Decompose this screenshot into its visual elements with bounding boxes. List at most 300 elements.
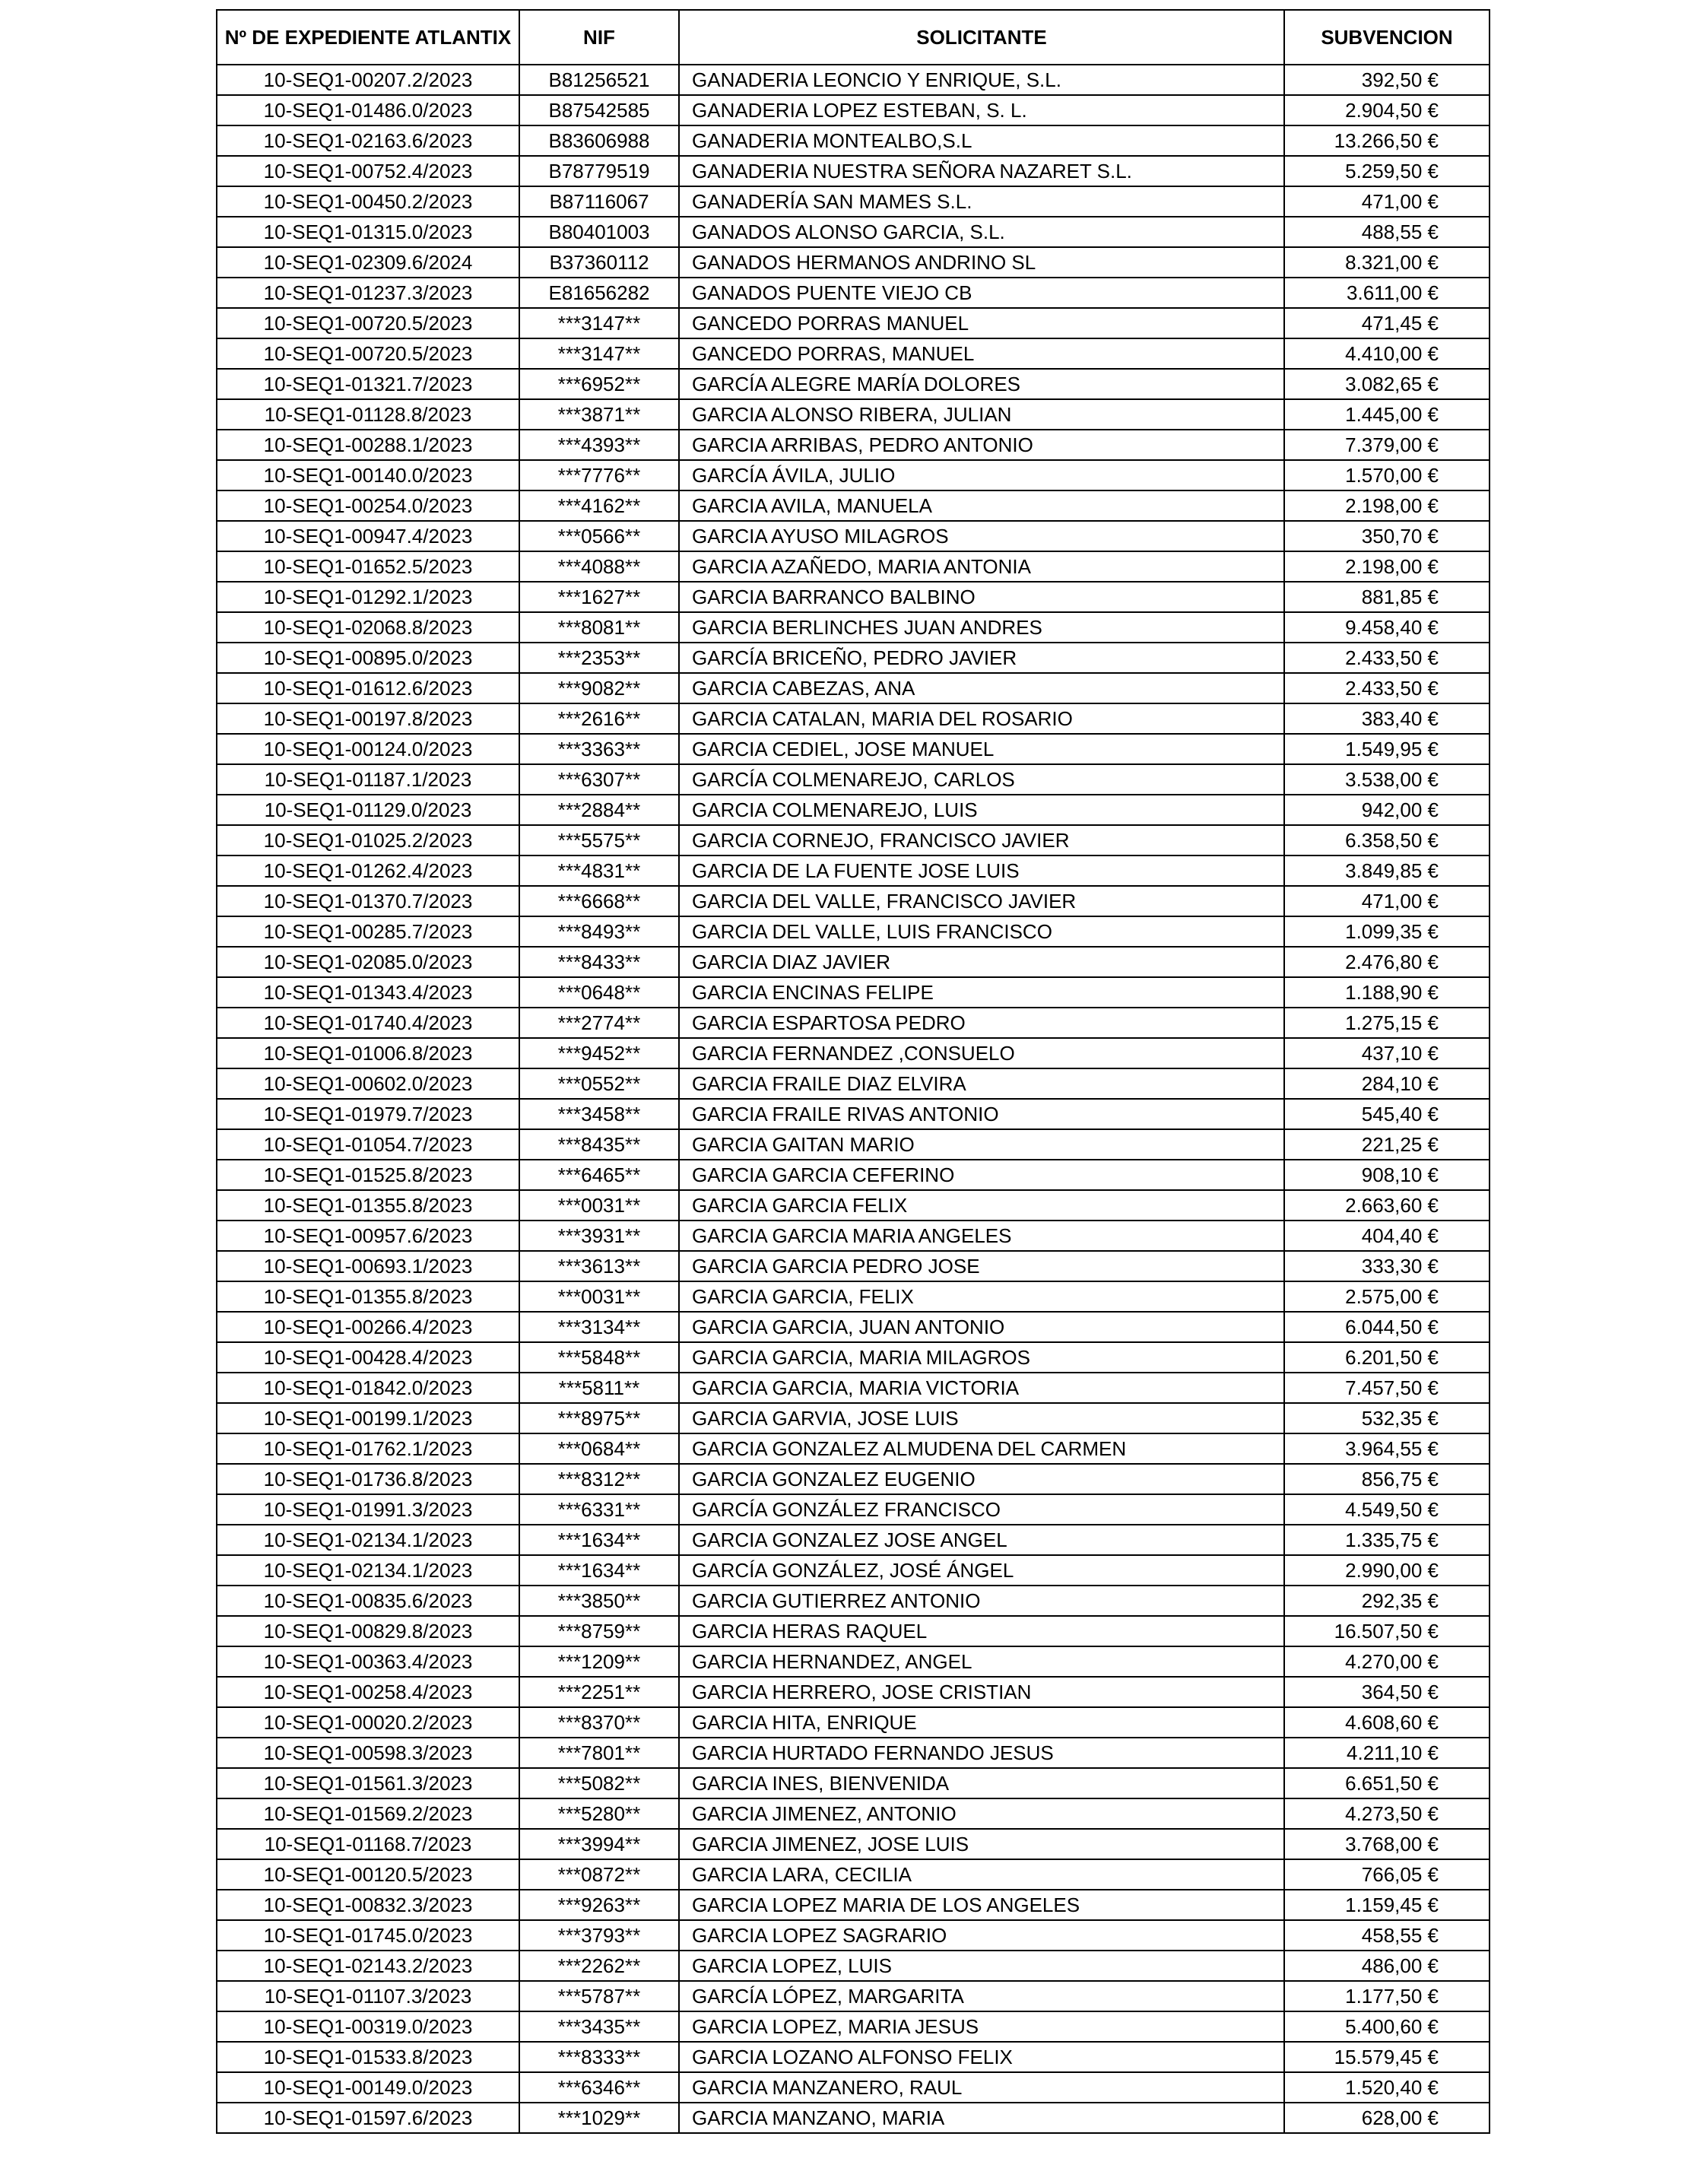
cell-expediente: 10-SEQ1-01292.1/2023 — [217, 582, 519, 612]
cell-expediente: 10-SEQ1-00720.5/2023 — [217, 308, 519, 338]
table-row — [217, 1160, 1490, 1190]
cell-nif: ***2251** — [519, 1677, 679, 1707]
cell-nif: B37360112 — [519, 247, 679, 278]
cell-solicitante: GARCIA CATALAN, MARIA DEL ROSARIO — [679, 703, 1284, 734]
cell-solicitante: GARCIA HERRERO, JOSE CRISTIAN — [679, 1677, 1284, 1707]
cell-nif: ***6668** — [519, 886, 679, 916]
cell-solicitante: GARCIA COLMENAREJO, LUIS — [679, 795, 1284, 825]
cell-expediente: 10-SEQ1-01979.7/2023 — [217, 1099, 519, 1129]
cell-subvencion: 1.335,75 € — [1284, 1525, 1490, 1555]
table-row — [217, 764, 1490, 795]
cell-solicitante: GARCIA GONZALEZ ALMUDENA DEL CARMEN — [679, 1433, 1284, 1464]
cell-solicitante: GARCIA HERNANDEZ, ANGEL — [679, 1646, 1284, 1677]
cell-expediente: 10-SEQ1-01107.3/2023 — [217, 1981, 519, 2011]
cell-nif: ***1209** — [519, 1646, 679, 1677]
table-row — [217, 703, 1490, 734]
table-row — [217, 247, 1490, 278]
cell-solicitante: GARCIA INES, BIENVENIDA — [679, 1768, 1284, 1798]
table-row — [217, 1464, 1490, 1494]
cell-subvencion: 5.400,60 € — [1284, 2011, 1490, 2042]
cell-expediente: 10-SEQ1-00120.5/2023 — [217, 1859, 519, 1890]
cell-subvencion: 292,35 € — [1284, 1586, 1490, 1616]
cell-subvencion: 6.651,50 € — [1284, 1768, 1490, 1798]
cell-nif: ***8493** — [519, 916, 679, 947]
cell-solicitante: GARCIA GARCIA, JUAN ANTONIO — [679, 1312, 1284, 1342]
cell-expediente: 10-SEQ1-01561.3/2023 — [217, 1768, 519, 1798]
table-row — [217, 1707, 1490, 1738]
cell-nif: ***5575** — [519, 825, 679, 856]
cell-expediente: 10-SEQ1-00602.0/2023 — [217, 1068, 519, 1099]
cell-expediente: 10-SEQ1-01762.1/2023 — [217, 1433, 519, 1464]
cell-solicitante: GARCIA BERLINCHES JUAN ANDRES — [679, 612, 1284, 643]
cell-nif: ***6465** — [519, 1160, 679, 1190]
cell-subvencion: 3.611,00 € — [1284, 278, 1490, 308]
cell-expediente: 10-SEQ1-01025.2/2023 — [217, 825, 519, 856]
cell-nif: ***6307** — [519, 764, 679, 795]
cell-solicitante: GARCIA LOPEZ, LUIS — [679, 1951, 1284, 1981]
table-row — [217, 886, 1490, 916]
cell-expediente: 10-SEQ1-00254.0/2023 — [217, 490, 519, 521]
cell-expediente: 10-SEQ1-02143.2/2023 — [217, 1951, 519, 1981]
cell-nif: ***4393** — [519, 430, 679, 460]
table-row — [217, 278, 1490, 308]
cell-expediente: 10-SEQ1-00835.6/2023 — [217, 1586, 519, 1616]
table-row — [217, 1403, 1490, 1433]
cell-solicitante: GARCIA AYUSO MILAGROS — [679, 521, 1284, 551]
cell-nif: B87542585 — [519, 95, 679, 125]
cell-expediente: 10-SEQ1-00288.1/2023 — [217, 430, 519, 460]
cell-nif: ***6952** — [519, 369, 679, 399]
cell-nif: ***9082** — [519, 673, 679, 703]
table-row — [217, 1068, 1490, 1099]
table-row — [217, 977, 1490, 1008]
cell-solicitante: GARCIA DE LA FUENTE JOSE LUIS — [679, 856, 1284, 886]
cell-nif: ***1029** — [519, 2103, 679, 2133]
cell-subvencion: 471,00 € — [1284, 186, 1490, 217]
table-row — [217, 1342, 1490, 1373]
cell-solicitante: GARCIA GONZALEZ JOSE ANGEL — [679, 1525, 1284, 1555]
cell-nif: ***5848** — [519, 1342, 679, 1373]
table-row — [217, 734, 1490, 764]
cell-subvencion: 437,10 € — [1284, 1038, 1490, 1068]
cell-expediente: 10-SEQ1-00197.8/2023 — [217, 703, 519, 734]
cell-solicitante: GARCIA CORNEJO, FRANCISCO JAVIER — [679, 825, 1284, 856]
cell-expediente: 10-SEQ1-00947.4/2023 — [217, 521, 519, 551]
cell-solicitante: GARCIA MANZANERO, RAUL — [679, 2072, 1284, 2103]
cell-solicitante: GARCIA LOPEZ SAGRARIO — [679, 1920, 1284, 1951]
cell-expediente: 10-SEQ1-01736.8/2023 — [217, 1464, 519, 1494]
table-row — [217, 308, 1490, 338]
cell-subvencion: 404,40 € — [1284, 1221, 1490, 1251]
cell-subvencion: 2.575,00 € — [1284, 1281, 1490, 1312]
cell-nif: ***0552** — [519, 1068, 679, 1099]
cell-nif: ***5280** — [519, 1798, 679, 1829]
cell-subvencion: 6.201,50 € — [1284, 1342, 1490, 1373]
cell-solicitante: GARCIA DIAZ JAVIER — [679, 947, 1284, 977]
cell-subvencion: 2.433,50 € — [1284, 673, 1490, 703]
table-row — [217, 1312, 1490, 1342]
table-row — [217, 521, 1490, 551]
cell-nif: ***5082** — [519, 1768, 679, 1798]
cell-solicitante: GARCIA GARCIA, FELIX — [679, 1281, 1284, 1312]
cell-solicitante: GARCIA GAITAN MARIO — [679, 1129, 1284, 1160]
table-row — [217, 1008, 1490, 1038]
table-row — [217, 217, 1490, 247]
cell-solicitante: GARCIA MANZANO, MARIA — [679, 2103, 1284, 2133]
table-row — [217, 1433, 1490, 1464]
cell-nif: ***8759** — [519, 1616, 679, 1646]
cell-solicitante: GANADERIA NUESTRA SEÑORA NAZARET S.L. — [679, 156, 1284, 186]
subsidy-table — [216, 9, 1490, 2134]
table-row — [217, 2072, 1490, 2103]
cell-expediente: 10-SEQ1-01321.7/2023 — [217, 369, 519, 399]
cell-solicitante: GARCIA GARCIA CEFERINO — [679, 1160, 1284, 1190]
cell-solicitante: GARCÍA ÁVILA, JULIO — [679, 460, 1284, 490]
cell-subvencion: 942,00 € — [1284, 795, 1490, 825]
cell-expediente: 10-SEQ1-01569.2/2023 — [217, 1798, 519, 1829]
cell-solicitante: GARCIA LOPEZ, MARIA JESUS — [679, 2011, 1284, 2042]
cell-solicitante: GARCIA CABEZAS, ANA — [679, 673, 1284, 703]
cell-subvencion: 7.457,50 € — [1284, 1373, 1490, 1403]
cell-expediente: 10-SEQ1-01597.6/2023 — [217, 2103, 519, 2133]
cell-subvencion: 471,45 € — [1284, 308, 1490, 338]
cell-expediente: 10-SEQ1-01128.8/2023 — [217, 399, 519, 430]
table-row — [217, 186, 1490, 217]
header-solicitante: SOLICITANTE — [679, 10, 1284, 65]
table-row — [217, 1494, 1490, 1525]
cell-subvencion: 2.476,80 € — [1284, 947, 1490, 977]
table-row — [217, 95, 1490, 125]
cell-solicitante: GANADOS PUENTE VIEJO CB — [679, 278, 1284, 308]
cell-nif: ***2353** — [519, 643, 679, 673]
cell-subvencion: 1.159,45 € — [1284, 1890, 1490, 1920]
table-row — [217, 582, 1490, 612]
cell-nif: ***3134** — [519, 1312, 679, 1342]
cell-subvencion: 364,50 € — [1284, 1677, 1490, 1707]
cell-subvencion: 881,85 € — [1284, 582, 1490, 612]
cell-expediente: 10-SEQ1-01237.3/2023 — [217, 278, 519, 308]
cell-nif: ***5787** — [519, 1981, 679, 2011]
cell-solicitante: GANADERIA MONTEALBO,S.L — [679, 125, 1284, 156]
cell-nif: ***9452** — [519, 1038, 679, 1068]
cell-subvencion: 532,35 € — [1284, 1403, 1490, 1433]
table-row — [217, 1129, 1490, 1160]
cell-solicitante: GARCIA GARVIA, JOSE LUIS — [679, 1403, 1284, 1433]
table-row — [217, 1768, 1490, 1798]
cell-nif: ***6346** — [519, 2072, 679, 2103]
cell-subvencion: 333,30 € — [1284, 1251, 1490, 1281]
cell-subvencion: 3.538,00 € — [1284, 764, 1490, 795]
table-row — [217, 460, 1490, 490]
cell-subvencion: 392,50 € — [1284, 65, 1490, 95]
cell-nif: ***3931** — [519, 1221, 679, 1251]
cell-subvencion: 4.410,00 € — [1284, 338, 1490, 369]
cell-nif: ***3147** — [519, 338, 679, 369]
table-row — [217, 1373, 1490, 1403]
cell-solicitante: GARCIA LARA, CECILIA — [679, 1859, 1284, 1890]
table-row — [217, 156, 1490, 186]
cell-solicitante: GARCÍA GONZÁLEZ, JOSÉ ÁNGEL — [679, 1555, 1284, 1586]
table-row — [217, 947, 1490, 977]
cell-expediente: 10-SEQ1-02134.1/2023 — [217, 1555, 519, 1586]
cell-expediente: 10-SEQ1-01129.0/2023 — [217, 795, 519, 825]
cell-subvencion: 3.082,65 € — [1284, 369, 1490, 399]
cell-subvencion: 7.379,00 € — [1284, 430, 1490, 460]
cell-nif: ***3871** — [519, 399, 679, 430]
cell-expediente: 10-SEQ1-02068.8/2023 — [217, 612, 519, 643]
cell-expediente: 10-SEQ1-01612.6/2023 — [217, 673, 519, 703]
cell-subvencion: 458,55 € — [1284, 1920, 1490, 1951]
cell-expediente: 10-SEQ1-02134.1/2023 — [217, 1525, 519, 1555]
cell-expediente: 10-SEQ1-00199.1/2023 — [217, 1403, 519, 1433]
cell-expediente: 10-SEQ1-01054.7/2023 — [217, 1129, 519, 1160]
cell-subvencion: 3.768,00 € — [1284, 1829, 1490, 1859]
cell-nif: ***3994** — [519, 1829, 679, 1859]
table-row — [217, 1555, 1490, 1586]
header-subvencion: SUBVENCION — [1284, 10, 1490, 65]
cell-expediente: 10-SEQ1-01168.7/2023 — [217, 1829, 519, 1859]
cell-solicitante: GARCIA HURTADO FERNANDO JESUS — [679, 1738, 1284, 1768]
cell-subvencion: 9.458,40 € — [1284, 612, 1490, 643]
cell-expediente: 10-SEQ1-00258.4/2023 — [217, 1677, 519, 1707]
cell-solicitante: GARCIA GARCIA FELIX — [679, 1190, 1284, 1221]
table-row — [217, 1890, 1490, 1920]
cell-nif: ***8081** — [519, 612, 679, 643]
cell-expediente: 10-SEQ1-01315.0/2023 — [217, 217, 519, 247]
table-row — [217, 1251, 1490, 1281]
cell-solicitante: GARCIA ARRIBAS, PEDRO ANTONIO — [679, 430, 1284, 460]
cell-nif: ***8975** — [519, 1403, 679, 1433]
table-row — [217, 1951, 1490, 1981]
cell-nif: ***3613** — [519, 1251, 679, 1281]
cell-solicitante: GARCÍA LÓPEZ, MARGARITA — [679, 1981, 1284, 2011]
cell-nif: ***8433** — [519, 947, 679, 977]
cell-solicitante: GARCIA FRAILE RIVAS ANTONIO — [679, 1099, 1284, 1129]
cell-expediente: 10-SEQ1-01745.0/2023 — [217, 1920, 519, 1951]
cell-expediente: 10-SEQ1-00207.2/2023 — [217, 65, 519, 95]
cell-expediente: 10-SEQ1-00140.0/2023 — [217, 460, 519, 490]
cell-solicitante: GARCIA GUTIERREZ ANTONIO — [679, 1586, 1284, 1616]
cell-subvencion: 350,70 € — [1284, 521, 1490, 551]
cell-nif: ***0031** — [519, 1190, 679, 1221]
cell-subvencion: 6.044,50 € — [1284, 1312, 1490, 1342]
table-row — [217, 1859, 1490, 1890]
cell-subvencion: 1.445,00 € — [1284, 399, 1490, 430]
table-row — [217, 1738, 1490, 1768]
cell-subvencion: 2.663,60 € — [1284, 1190, 1490, 1221]
cell-expediente: 10-SEQ1-01740.4/2023 — [217, 1008, 519, 1038]
cell-expediente: 10-SEQ1-01842.0/2023 — [217, 1373, 519, 1403]
cell-solicitante: GARCIA HITA, ENRIQUE — [679, 1707, 1284, 1738]
table-row — [217, 1038, 1490, 1068]
cell-expediente: 10-SEQ1-00285.7/2023 — [217, 916, 519, 947]
cell-expediente: 10-SEQ1-00693.1/2023 — [217, 1251, 519, 1281]
cell-subvencion: 16.507,50 € — [1284, 1616, 1490, 1646]
cell-expediente: 10-SEQ1-01355.8/2023 — [217, 1190, 519, 1221]
cell-nif: ***7801** — [519, 1738, 679, 1768]
cell-solicitante: GARCIA GONZALEZ EUGENIO — [679, 1464, 1284, 1494]
cell-nif: ***7776** — [519, 460, 679, 490]
cell-subvencion: 4.608,60 € — [1284, 1707, 1490, 1738]
cell-subvencion: 1.570,00 € — [1284, 460, 1490, 490]
cell-solicitante: GANADOS ALONSO GARCIA, S.L. — [679, 217, 1284, 247]
cell-expediente: 10-SEQ1-00450.2/2023 — [217, 186, 519, 217]
cell-subvencion: 3.849,85 € — [1284, 856, 1490, 886]
cell-nif: B80401003 — [519, 217, 679, 247]
table-row — [217, 1798, 1490, 1829]
table-row — [217, 1677, 1490, 1707]
cell-solicitante: GARCIA CEDIEL, JOSE MANUEL — [679, 734, 1284, 764]
cell-nif: ***3850** — [519, 1586, 679, 1616]
cell-subvencion: 8.321,00 € — [1284, 247, 1490, 278]
cell-nif: ***4831** — [519, 856, 679, 886]
table-row — [217, 1221, 1490, 1251]
table-row — [217, 430, 1490, 460]
cell-subvencion: 1.549,95 € — [1284, 734, 1490, 764]
cell-expediente: 10-SEQ1-01652.5/2023 — [217, 551, 519, 582]
cell-solicitante: GARCIA LOPEZ MARIA DE LOS ANGELES — [679, 1890, 1284, 1920]
header-expediente: Nº DE EXPEDIENTE ATLANTIX — [217, 10, 519, 65]
cell-nif: ***0872** — [519, 1859, 679, 1890]
cell-solicitante: GARCIA AVILA, MANUELA — [679, 490, 1284, 521]
cell-solicitante: GARCÍA ALEGRE MARÍA DOLORES — [679, 369, 1284, 399]
cell-nif: ***4162** — [519, 490, 679, 521]
cell-solicitante: GARCIA LOZANO ALFONSO FELIX — [679, 2042, 1284, 2072]
cell-nif: ***2774** — [519, 1008, 679, 1038]
cell-subvencion: 4.211,10 € — [1284, 1738, 1490, 1768]
cell-solicitante: GARCIA HERAS RAQUEL — [679, 1616, 1284, 1646]
table-row — [217, 1616, 1490, 1646]
table-row — [217, 1099, 1490, 1129]
cell-nif: ***8435** — [519, 1129, 679, 1160]
table-row — [217, 125, 1490, 156]
table-header — [217, 10, 1490, 65]
cell-expediente: 10-SEQ1-00598.3/2023 — [217, 1738, 519, 1768]
cell-expediente: 10-SEQ1-01533.8/2023 — [217, 2042, 519, 2072]
cell-expediente: 10-SEQ1-01262.4/2023 — [217, 856, 519, 886]
cell-solicitante: GARCIA DEL VALLE, LUIS FRANCISCO — [679, 916, 1284, 947]
cell-subvencion: 1.275,15 € — [1284, 1008, 1490, 1038]
cell-solicitante: GANADERIA LOPEZ ESTEBAN, S. L. — [679, 95, 1284, 125]
table-row — [217, 1586, 1490, 1616]
cell-subvencion: 4.549,50 € — [1284, 1494, 1490, 1525]
cell-subvencion: 488,55 € — [1284, 217, 1490, 247]
table-row — [217, 825, 1490, 856]
cell-subvencion: 1.520,40 € — [1284, 2072, 1490, 2103]
cell-subvencion: 1.099,35 € — [1284, 916, 1490, 947]
cell-solicitante: GARCÍA COLMENAREJO, CARLOS — [679, 764, 1284, 795]
cell-nif: ***3793** — [519, 1920, 679, 1951]
table-row — [217, 2103, 1490, 2133]
header-nif: NIF — [519, 10, 679, 65]
cell-solicitante: GARCÍA GONZÁLEZ FRANCISCO — [679, 1494, 1284, 1525]
cell-expediente: 10-SEQ1-00124.0/2023 — [217, 734, 519, 764]
cell-expediente: 10-SEQ1-01006.8/2023 — [217, 1038, 519, 1068]
cell-nif: B81256521 — [519, 65, 679, 95]
cell-expediente: 10-SEQ1-01187.1/2023 — [217, 764, 519, 795]
table-row — [217, 612, 1490, 643]
cell-solicitante: GARCIA FERNANDEZ ,CONSUELO — [679, 1038, 1284, 1068]
cell-nif: B83606988 — [519, 125, 679, 156]
table-row — [217, 65, 1490, 95]
table-row — [217, 1281, 1490, 1312]
cell-subvencion: 766,05 € — [1284, 1859, 1490, 1890]
cell-solicitante: GANCEDO PORRAS, MANUEL — [679, 338, 1284, 369]
cell-subvencion: 628,00 € — [1284, 2103, 1490, 2133]
cell-nif: ***3363** — [519, 734, 679, 764]
cell-subvencion: 2.433,50 € — [1284, 643, 1490, 673]
cell-expediente: 10-SEQ1-00895.0/2023 — [217, 643, 519, 673]
table-row — [217, 490, 1490, 521]
cell-nif: ***5811** — [519, 1373, 679, 1403]
cell-nif: ***0566** — [519, 521, 679, 551]
cell-solicitante: GARCIA JIMENEZ, JOSE LUIS — [679, 1829, 1284, 1859]
cell-solicitante: GARCIA ESPARTOSA PEDRO — [679, 1008, 1284, 1038]
cell-subvencion: 5.259,50 € — [1284, 156, 1490, 186]
table-row — [217, 1981, 1490, 2011]
cell-nif: ***1634** — [519, 1555, 679, 1586]
cell-solicitante: GANADERÍA SAN MAMES S.L. — [679, 186, 1284, 217]
cell-subvencion: 486,00 € — [1284, 1951, 1490, 1981]
cell-expediente: 10-SEQ1-01355.8/2023 — [217, 1281, 519, 1312]
cell-subvencion: 3.964,55 € — [1284, 1433, 1490, 1464]
cell-nif: ***2262** — [519, 1951, 679, 1981]
table-row — [217, 916, 1490, 947]
cell-subvencion: 383,40 € — [1284, 703, 1490, 734]
cell-nif: ***0648** — [519, 977, 679, 1008]
cell-expediente: 10-SEQ1-01486.0/2023 — [217, 95, 519, 125]
table-row — [217, 1646, 1490, 1677]
cell-expediente: 10-SEQ1-00020.2/2023 — [217, 1707, 519, 1738]
table-row — [217, 399, 1490, 430]
cell-expediente: 10-SEQ1-02085.0/2023 — [217, 947, 519, 977]
cell-expediente: 10-SEQ1-00363.4/2023 — [217, 1646, 519, 1677]
cell-nif: ***0684** — [519, 1433, 679, 1464]
cell-nif: ***8333** — [519, 2042, 679, 2072]
cell-subvencion: 545,40 € — [1284, 1099, 1490, 1129]
cell-solicitante: GARCIA GARCIA MARIA ANGELES — [679, 1221, 1284, 1251]
cell-nif: ***1634** — [519, 1525, 679, 1555]
table-row — [217, 795, 1490, 825]
cell-solicitante: GARCIA GARCIA, MARIA MILAGROS — [679, 1342, 1284, 1373]
cell-expediente: 10-SEQ1-01991.3/2023 — [217, 1494, 519, 1525]
cell-subvencion: 1.188,90 € — [1284, 977, 1490, 1008]
table-row — [217, 338, 1490, 369]
cell-subvencion: 471,00 € — [1284, 886, 1490, 916]
table-row — [217, 1190, 1490, 1221]
cell-subvencion: 2.198,00 € — [1284, 490, 1490, 521]
cell-nif: ***2616** — [519, 703, 679, 734]
cell-subvencion: 856,75 € — [1284, 1464, 1490, 1494]
cell-solicitante: GARCIA ENCINAS FELIPE — [679, 977, 1284, 1008]
cell-solicitante: GARCIA GARCIA PEDRO JOSE — [679, 1251, 1284, 1281]
table-row — [217, 1829, 1490, 1859]
cell-subvencion: 908,10 € — [1284, 1160, 1490, 1190]
cell-nif: ***6331** — [519, 1494, 679, 1525]
cell-solicitante: GARCIA JIMENEZ, ANTONIO — [679, 1798, 1284, 1829]
cell-solicitante: GARCÍA BRICEÑO, PEDRO JAVIER — [679, 643, 1284, 673]
cell-subvencion: 2.990,00 € — [1284, 1555, 1490, 1586]
cell-subvencion: 221,25 € — [1284, 1129, 1490, 1160]
header-row — [217, 10, 1490, 65]
cell-solicitante: GARCIA BARRANCO BALBINO — [679, 582, 1284, 612]
table-body — [217, 65, 1490, 2133]
cell-nif: ***3435** — [519, 2011, 679, 2042]
cell-expediente: 10-SEQ1-00428.4/2023 — [217, 1342, 519, 1373]
cell-expediente: 10-SEQ1-00720.5/2023 — [217, 338, 519, 369]
cell-subvencion: 4.273,50 € — [1284, 1798, 1490, 1829]
cell-subvencion: 6.358,50 € — [1284, 825, 1490, 856]
